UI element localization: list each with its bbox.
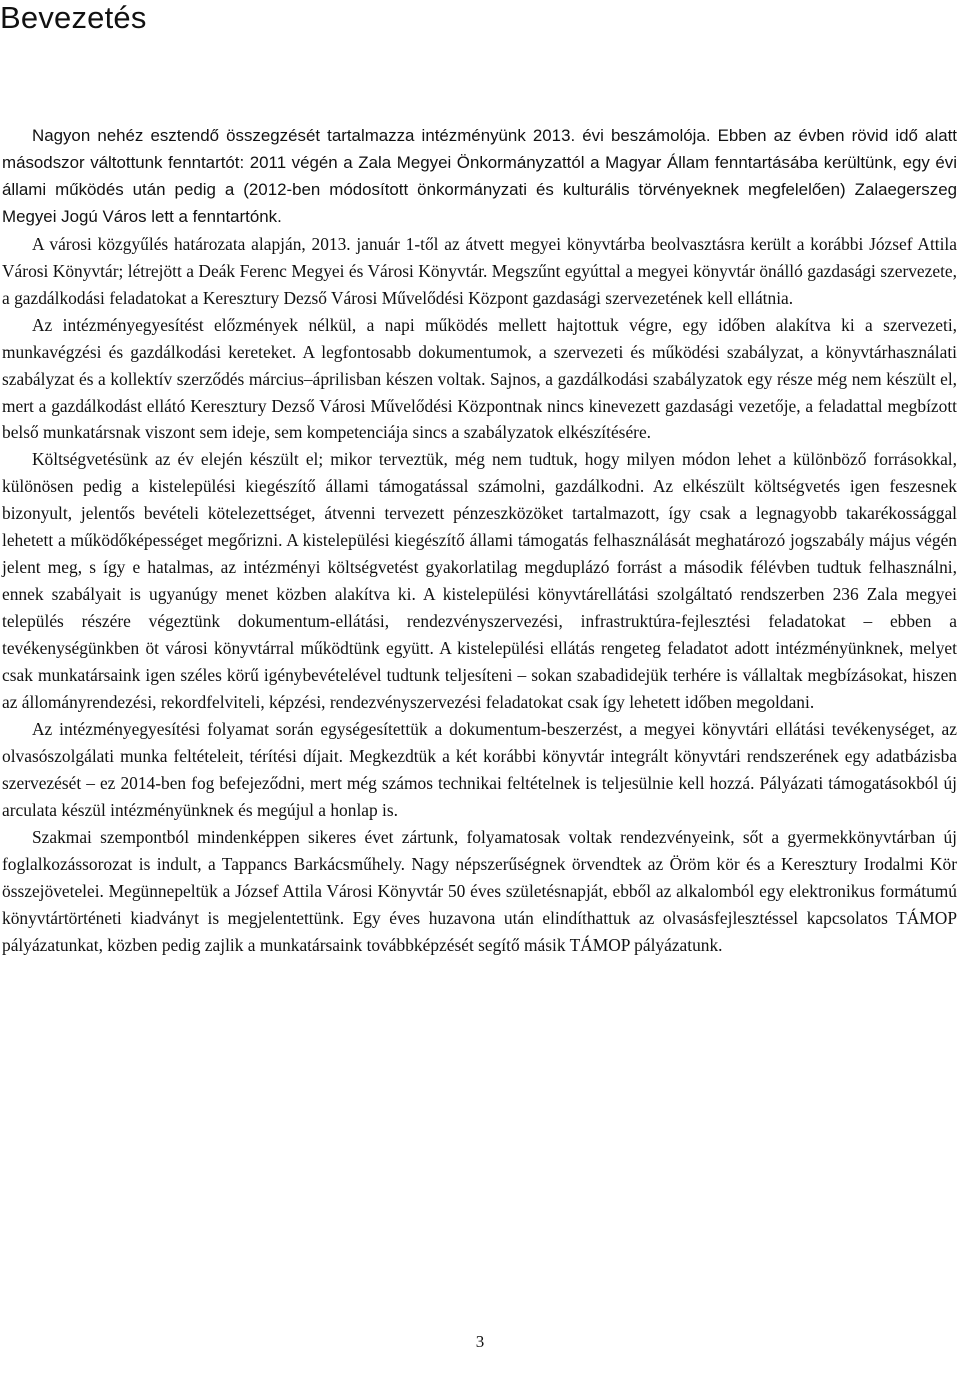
paragraph-3: Az intézményegyesítést előzmények nélkül, a napi működés mellett hajtottuk végre, egy időben alakítva ki a szervezeti, munkavégzési és gazdálkodási kereteket. A legfontosabb dokumentumok, a szervezeti és működési szabályzat, a könyvtárhasználati szabályzat és a kollektív szerződés március–áprilisban készen voltak. Sajnos, a gazdálkodási szabályzatok egy része még nem készült el, mert a gazdálkodást ellátó Keresztury Dezső Városi Művelődési Központnak nincs kinevezett gazdasági vezetője, a feladattal megbízott belső munkatársnak viszont sem ideje, sem kompetenciája sincs a szabályzatok elkészítésére. <box>2 314 957 443</box>
page-title: Bevezetés <box>0 0 147 35</box>
paragraph-6: Szakmai szempontból mindenképpen sikeres évet zártunk, folyamatosak voltak rendezvényeink, sőt a gyermekkönyvtárban új foglalkozássorozat is indult, a Tappancs Barkácsműhely. Nagy népszerűségnek örvendtek az Öröm kör és a Keresztury Irodalmi Kör összejövetelei. Megünnepeltük a József Attila Városi Könyvtár 50 éves születésnapját, ebből az alkalomból egy elektronikus formátumú könyvtártörténeti kiadványt is megjelentettünk. Egy éves huzavona után elindíthattuk az olvasásfejlesztéssel kapcsolatos TÁMOP pályázatunkat, közben pedig zajlik a munkatársaink továbbképzését segítő másik TÁMOP pályázatunk. <box>2 826 957 955</box>
paragraph-5: Az intézményegyesítési folyamat során egységesítettük a dokumentum-beszerzést, a megyei könyvtári ellátási tevékenységet, az olvasószolgálati munka feltételeit, térítési díjait. Megkezdtük a két korábbi könyvtár integrált könyvtári rendszerének egy adatbázisba szervezését – ez 2014-ben fog befejeződni, mert még számos technikai feltételnek is teljesülnie kell hozzá. Pályázati támogatásokból új arculata készül intézményünknek és megújul a honlap is. <box>2 718 957 820</box>
page-number: 3 <box>475 1332 485 1351</box>
document-body <box>2 123 957 959</box>
paragraph-4: Költségvetésünk az év elején készült el; mikor terveztük, még nem tudtuk, hogy milyen módon lehet a különböző forrásokkal, különösen pedig a kistelepülési kiegészítő állami támogatással számolni, gazdálkodni. Az elkészült költségvetés igen feszesnek bizonyult, jelentős bevételi kötelezettséget, átvenni tervezett pénzeszközöket tartalmazott, így csak a legnagyobb takarékossággal lehetett a működőképességet megőrizni. A kistelepülési kiegészítő állami támogatás felhasználását meghatározó jogszabály május végén jelent meg, s így e hatalmas, az intézményi költségvetést gyakorlatilag megduplázó forrást a második félévben tudtuk felhasználni, ennek szabályait is ugyanúgy menet közben alakítva ki. A kistelepülési könyvtárellátási szolgáltató rendszerben 236 Zala megyei település részére végeztünk dokumentum-ellátási, rendezvényszervezési, infrastruktúra-fejlesztési feladatokat – ebben a tevékenységünkben öt városi könyvtárral működtünk együtt. A kistelepülési ellátás rengeteg feladatot adott intézményünknek, melyet csak munkatársaink igen széles körű igénybevételével tudtunk teljesíteni – sokan szabadidejük terhére is vállaltak megbízásokat, hiszen az állományrendezési, rekordfelviteli, képzési, rendezvényszervezési feladatokat csak így lehetett időben megoldani. <box>2 449 957 713</box>
paragraph-1: Nagyon nehéz esztendő összegzését tartalmazza intézményünk 2013. évi beszámolója. Ebben az évben rövid idő alatt másodszor váltottunk fenntartót: 2011 végén a Zala Megyei Önkormányzattól a Magyar Állam fenntartásába kerültünk, egy évi állami működés után pedig a (2012-ben módosított önkormányzati és kulturális törvényeknek megfelelően) Zalaegerszeg Megyei Jogú Város lett a fenntartónk. <box>2 126 957 226</box>
paragraph-2: A városi közgyűlés határozata alapján, 2013. január 1-től az átvett megyei könyvtárba beolvasztásra került a korábbi József Attila Városi Könyvtár; létrejött a Deák Ferenc Megyei és Városi Könyvtár. Megszűnt egyúttal a megyei könyvtár önálló gazdasági szervezete, a gazdálkodási feladatokat a Keresztury Dezső Városi Művelődési Központ gazdasági szervezetének kell ellátnia. <box>2 233 957 308</box>
